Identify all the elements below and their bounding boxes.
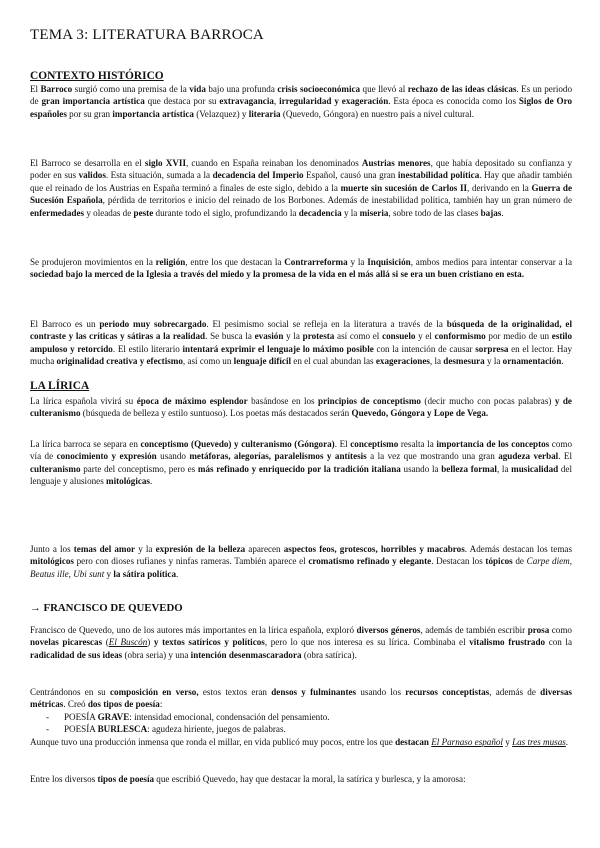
quevedo-paragraph-1: Francisco de Quevedo, uno de los autores más importantes en la lírica española, exploró diversos géneros, además de también escribir prosa como novelas picarescas (El Buscón) y textos satíricos y políticos, pero lo que nos interesa es su lírica. Combinaba el vitalismo frustrado con la radicalidad de sus ideas (obra seria) y una intención desenmascaradora (obra satírica). — [30, 625, 572, 660]
lirica-paragraph-3: Junto a los temas del amor y la expresión de la belleza aparecen aspectos feos, grotescos, horribles y macabros. Además destacan los temas mitológicos pero con dioses rufianes y ninfas rameras. También aparece el cromatismo refinado y elegante. Destacan los tópicos de Carpe diem, Beatus ille, Ubi sunt y la sátira política. — [30, 544, 573, 579]
list-item: - POESÍA GRAVE: intensidad emocional, condensación del pensamiento. — [30, 711, 572, 723]
contexto-paragraph-1: El Barroco surgió como una premisa de la vida bajo una profunda crisis socioeconómica que llevó al rechazo de las ideas clásicas. Es un periodo de gran importancia artística que destaca por su extravagancia, irregularidad y exageración. Esta época es conocida como los Siglos de Oro españoles por su gran importancia artística (Velazquez) y literaria (Quevedo, Góngora) en nuestro país a nivel cultural. — [30, 84, 573, 119]
quevedo-paragraph-2: Centrándonos en su composición en verso, estos textos eran densos y fulminantes usando los recursos conceptistas, además de diversas métricas. Creó dos tipos de poesía: — [30, 687, 572, 710]
list-item: - POESÍA BURLESCA: agudeza hiriente, juegos de palabras. — [30, 723, 572, 735]
contexto-paragraph-4: El Barroco es un periodo muy sobrecargado. El pesimismo social se refleja en la literatura a través de la búsqueda de la originalidad, el contraste y las críticas y sátiras a la realidad. Se busca la evasión y la protesta así como el consuelo y el conformismo por medio de un estilo ampuloso y retorcido. El estilo literario intentará exprimir el lenguaje lo máximo posible con la intención de causar sorpresa en el lector. Hay mucha originalidad creativa y efectismo, así como un lenguaje difícil en el cual abundan las exageraciones, la desmesura y la ornamentación. — [30, 319, 573, 367]
poetry-types-list — [30, 711, 572, 736]
section-heading-lirica: LA LÍRICA — [30, 380, 90, 392]
section-heading-quevedo: → FRANCISCO DE QUEVEDO — [30, 602, 183, 614]
lirica-paragraph-1: La lírica española vivirá su época de máximo esplendor basándose en los principios de conceptismo (decir mucho con pocas palabras) y de culteranismo (búsqueda de belleza y estilo suntuoso). Los poetas más destacados serán Quevedo, Góngora y Lope de Vega. — [30, 396, 572, 419]
section-heading-contexto: CONTEXTO HISTÓRICO — [30, 70, 164, 82]
contexto-paragraph-3: Se produjeron movimientos en la religión, entre los que destacan la Contrarreforma y la Inquisición, ambos medios para intentar conservar a la sociedad bajo la merced de la Iglesia a través del miedo y la promesa de la vida en el más allá si se era un buen cristiano en esta. — [30, 257, 572, 280]
quevedo-paragraph-4: Entre los diversos tipos de poesía que escribió Quevedo, hay que destacar la moral, la satírica y burlesca, y la amorosa: — [30, 774, 466, 784]
quevedo-paragraph-3: Aunque tuvo una producción inmensa que ronda el millar, en vida publicó muy pocos, entre los que destacan El Parnaso español y Las tres musas. — [30, 737, 569, 747]
page-title: TEMA 3: LITERATURA BARROCA — [30, 27, 264, 43]
contexto-paragraph-2: El Barroco se desarrolla en el siglo XVII, cuando en España reinaban los denominados Austrias menores, que había depositado su confianza y poder en sus validos. Esta situación, sumada a la decadencia del Imperio Español, causó una gran inestabilidad política. Hay que añadir también que el reinado de los Austrias en España terminó a finales de este siglo, debido a la muerte sin sucesión de Carlos II, derivando en la Guerra de Sucesión Española, pérdida de territorios e inicio del reinado de los Borbones. Además de inestabilidad política, también hay un gran número de enfermedades y oleadas de peste durante todo el siglo, profundizando la decadencia y la miseria, sobre todo de las clases bajas. — [30, 158, 573, 218]
lirica-paragraph-2: La lírica barroca se separa en conceptismo (Quevedo) y culteranismo (Góngora). El conceptismo resalta la importancia de los conceptos como vía de conocimiento y expresión usando metáforas, alegorías, paralelismos y antítesis a la vez que mostrando una gran agudeza verbal. El culteranismo parte del conceptismo, pero es más refinado y enriquecido por la tradición italiana usando la belleza formal, la musicalidad del lenguaje y alusiones mitológicas. — [30, 439, 573, 487]
